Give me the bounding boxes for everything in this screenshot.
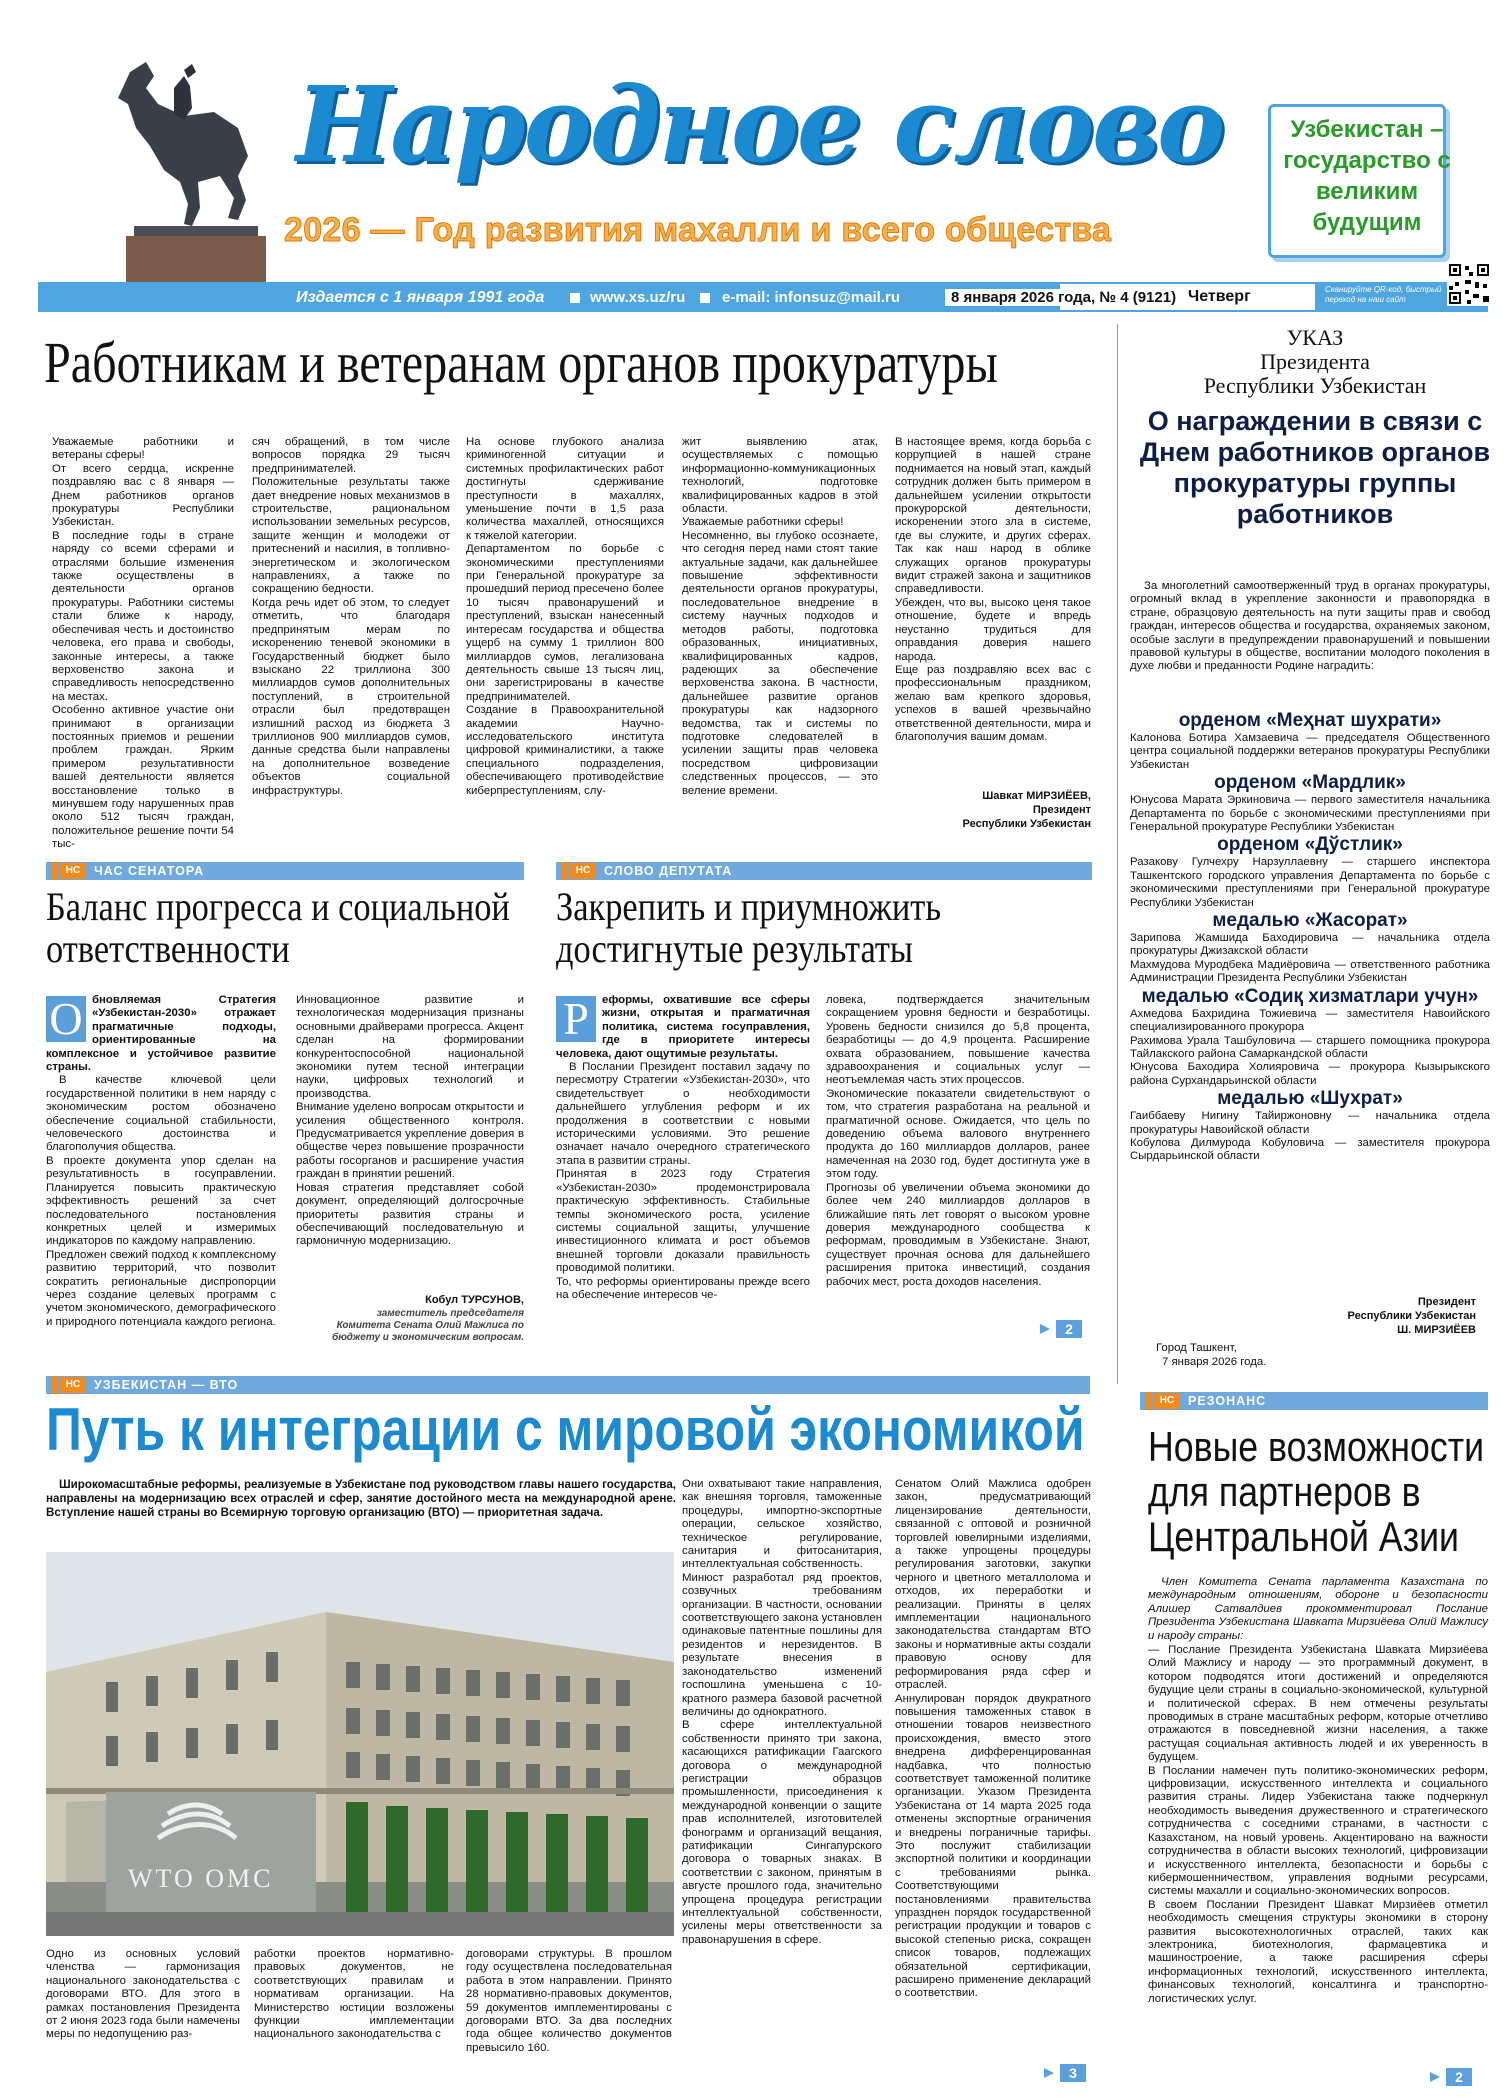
rubric-wto-label: УЗБЕКИСТАН — ВТО [94,1378,239,1392]
ns-badge: НС [60,863,86,879]
page-ref-arrow-icon [1044,2068,1054,2078]
wto-headline: Путь к интеграции с мировой экономикой [46,1396,1085,1463]
decree-intro: За многолетний самоотверженный труд в органах прокуратуры, огромный вклад в укрепление законности и правопорядка в стране, образцовую деятельность на пути защиты прав и свобод граждан, интересов общества и государства, охраняемых законом, особые заслуги в предупреждении правонарушений и повышении правовой культуры в обществе, воспитании молодого поколения в духе любви и преданности Родине наградить: [1130,580,1490,673]
deputy-lead: еформы, охватившие все сферы жизни, открытая и прагматичная политика, система госуправления, где в приоритете интересы человека, дают ощутимые результаты. [556,994,810,1060]
award-title: медалью «Шухрат» [1217,1088,1403,1110]
award-title: медалью «Содиқ хизматлари учун» [1141,985,1479,1007]
deputy-col-2: ловека, подтверждается значительным сокращением уровня бедности и безработицы. Уровень бедности снизился до 5,8 процента, безработицы — до 4,9 процента. Расширение охвата образованием, повышение качества здравоохранения и социальных услуг — неотъемлемая часть этих процессов. Экономические показатели свидетельствуют о том, что стратегия разработана на реальной и прагматичной основе. Ожидается, что цель по доведению объема валового внутреннего продукта до 160 миллиардов долларов, ранее намеченная на 2030 год, будет достигнута уже в этом году. Прогнозы об увеличении объема экономики до более чем 240 миллиардов долларов в ближайшие пять лет говорят о высоком уровне доверия международного сообщества к реформам, проводимым в Узбекистане. Знают, существует прочная основа для дальнейшего расширения притока инвестиций, создания рабочих мест, роста доходов населения. [826,994,1090,1288]
award-person: Разакову Гулчехру Нарзуллаевну — старшего инспектора Ташкентского городского управления Департамента по борьбе с экономическими преступлениями при Генеральной прокуратуре Республики Узбекистан [1130,856,1490,909]
decree-date: 7 января 2026 года. [1162,1356,1267,1368]
decree-kicker-2: Президента [1260,349,1370,374]
greeting-col-5: В настоящее время, когда борьба с коррупцией в нашей стране поднимается на новый этап, каждый сотрудник должен быть примером в дальнейшем усилении открытости прокурорской деятельности, искоренении этого зла в системе, где вы служите, и других сферах. Так как наш народ в облике служащих органов прокуратуры видит стражей закона и защитников справедливости. Убежден, что вы, высоко ценя такое отношение, будете и впредь неустанно трудиться для оправдания доверия нашего народа. Еще раз поздравляю всех вас с профессиональным праздником, желаю вам крепкого здоровья, успехов в вашей чрезвычайно ответственной деятельности, мира и благополучия вашим домам. [895,436,1091,743]
info-site[interactable]: www.xs.uz/ru [590,289,686,306]
award-title: медалью «Жасорат» [1212,910,1408,932]
slogan-box-text: Узбекистан – государство с великим будущим [1283,116,1451,236]
drop-cap: Р [556,996,596,1042]
decree-signature-title-2: Республики Узбекистан [1347,1310,1476,1322]
award-person: Кобулова Дилмурода Кобуловича — заместителя прокурора Сырдарьинской области [1130,1136,1490,1163]
senate-lead: бновляемая Стратегия «Узбекистан-2030» отражает прагматичные подходы, ориентированные на комплексное и устойчивое развитие страны. [46,994,276,1074]
senate-col-2: Инновационное развитие и технологическая модернизация признаны основными драйверами прогресса. Акцент сделан на формировании конкурентоспособной национальной экономики путем тесной интеграции науки, цифровых технологий и производства. Внимание уделено вопросам открытости и усиления общественного контроля. Предусматривается укрепление доверия в обществе через повышение прозрачности работы госорганов и расширение участия граждан в принятии решений. Новая стратегия представляет собой документ, определяющий долгосрочные приоритеты развития страны и обеспечивающий последовательную и гармоничную модернизацию. [296,994,524,1248]
award-title: орденом «Меҳнат шухрати» [1178,710,1442,731]
award-person: Махмудова Муродбека Мадиёровича — ответственного работника Администрации Президента Республики Узбекистан [1130,958,1490,985]
wto-col-3: Они охватывают такие направления, как внешняя торговля, таможенные процедуры, импортно-экспортные операции, сельское хозяйство, техническое регулирование, санитария и фитосанитария, интеллектуальная собственность. Минюст разработал ряд проектов, созвучных требованиям организации. В частности, основании соответствующего закона установлен одинаковые патентные пошлины для резидентов и нерезидентов. В результате внесения в законодательство изменений госпошлина уменьшена с 10-кратного размера базовой расчетной величины до однократного. В сфере интеллектуальной собственности принято три закона, касающихся ратификации Гаагского договора о международной регистрации образцов промышленности, присоединения к международной конвенции о защите прав исполнителей, изготовителей фонограмм и организаций вещания, ратификации Сингапурского договора о товарных знаках. В соответствии с законом, принятым в августе прошлого года, значительно упрощена процедура регистрации интеллектуальной собственности, усилены меры ответственности за правонарушения в сфере. [682,1478,882,1946]
wto-col-4: Сенатом Олий Мажлиса одобрен закон, предусматривающий лицензирование деятельности, связанной с оптовой и розничной торговлей ювелирными изделиями, а также упрощены процедуры регулирования заготовки, закупки черного и цветного металлолома и отходов, их переработки и реализации. Приняты в целях имплементации национального законодательства стандартам ВТО законы и нормативные акты создали правовую основу для реформирования ряда сфер и отраслей. Аннулирован порядок двукратного повышения таможенных ставок в отношении товаров неизвестного происхождения, вместо этого внедрена дифференцированная надбавка, что полностью соответствует таможенной политике организации. Указом Президента Узбекистана от 14 марта 2025 года отменены экспортные ограничения и внедрены пограничные тарифы. Это послужит стабилизации экспортной политики и координации с требованиями рынка. Соответствующими постановлениями правительства упразднен порядок государственной регистрации продукции и товаров с высокой степенью риска, сокращен список товаров, подлежащих обязательной сертификации, расширено применение деклараций о соответствии. [895,1478,1091,2000]
drop-cap: О [46,996,86,1042]
rubric-senate [46,862,524,880]
resonance-intro: Член Комитета Сената парламента Казахстана по международным отношениям, обороне и безопасности Алишер Сатвалдиев прокомментировал Послание Президента Узбекистана Шавката Мирзиёева Олий Мажлису и народу страны: [1148,1576,1488,1642]
weekday: Четверг [1188,288,1251,305]
page-ref-3[interactable]: 3 [1060,2064,1086,2082]
greeting-col-1: Уважаемые работники и ветераны сферы! От всего сердца, искренне поздравляю вас с 8 января — Днем работников органов прокуратуры Республики Узбекистан. В последние годы в стране наряду со всеми сферами и отраслями большие изменения также осуществлены в деятельности органов прокуратуры. Работники системы стали ближе к народу, обеспечивая честь и достоинство человека, его права и свободы, законные интересы, а также верховенство закона и справедливость непосредственно на местах. Особенно активное участие они принимают в организации постоянных приемов и решении проблем граждан. Ярким примером результативности вашей деятельности является восстановление только в минувшем году нарушенных прав около 512 тысяч граждан, положительное решение почти 54 тыс- [52,436,234,851]
wto-col-b1: Одно из основных условий членства — гармонизация национального законодательства с договорами ВТО. Для этого в рамках постановления Президента от 2 июня 2023 года были намечены меры по недопущению раз- [46,1948,240,2041]
page-ref-arrow-icon [1430,2072,1440,2082]
decree-headline: О награждении в связи с Днем работников органов прокуратуры группы работников [1139,406,1491,529]
greeting-col-3: На основе глубокого анализа криминогенной ситуации и системных профилактических работ достигнуты сдерживание преступности в махаллях, уменьшение почти в 1,5 раза количества махаллей, относящихся к тяжелой категории. Департаментом по борьбе с экономическими преступлениями при Генеральной прокуратуре за прошедший период пресечено более 10 тысяч правонарушений и преступлений, взыскан нанесенный интересам государства и общества ущерб на сумму 1 триллион 800 миллиардов сумов, легализована деятельность свыше 13 тысяч лиц, они зарегистрированы в качестве предпринимателей. Создание в Правоохранительной академии Научно-исследовательского института цифровой криминалистики, а также специального подразделения, обеспечивающего противодействие киберпреступлениям, слу- [466,436,664,797]
rubric-resonance [1140,1392,1488,1410]
decree-signature-title-1: Президент [1417,1296,1476,1308]
rubric-deputy [556,862,1092,880]
award-title: орденом «Дўстлик» [1217,834,1403,856]
rubric-resonance-label: РЕЗОНАНС [1188,1394,1267,1408]
bullet-icon [570,293,580,303]
award-title: орденом «Мардлик» [1214,772,1406,794]
ns-badge: НС [570,863,596,879]
page-ref-arrow-icon [1040,1324,1050,1334]
award-person: Ахмедова Бахридина Тожиевича — заместителя Навоийского специализированного прокурора [1130,1007,1490,1034]
year-slogan: 2026 — Год развития махалли и всего общества [284,211,1112,249]
rubric-senate-label: ЧАС СЕНАТОРА [94,864,205,878]
senate-col-1 [46,994,276,1334]
greeting-signature-title: Президент [1032,804,1091,816]
rubric-wto [46,1376,1090,1394]
senate-signature-name: Кобул ТУРСУНОВ, [425,1294,524,1306]
decree-awards [1130,710,1490,1285]
rubric-deputy-label: СЛОВО ДЕПУТАТА [604,864,733,878]
bullet-icon [700,293,710,303]
ns-badge: НС [60,1377,86,1393]
senate-headline: Баланс прогресса и социальной ответственности [46,884,510,971]
award-person: Юнусова Баходира Холияровича — прокурора Кызырыкского района Сурхандарьинской области [1130,1061,1490,1087]
masthead [0,0,1512,318]
issue-date: 8 января 2026 года, № 4 (9121) [945,289,1182,306]
greeting-signature-country: Республики Узбекистан [962,818,1091,830]
wto-col-b2: работки проектов нормативно-правовых документов, не соответствующих правилам и нормативам организации. На Министерство юстиции возложены функции имплементации национального законодательства с [254,1948,454,2041]
decree-kicker-3: Республики Узбекистан [1203,373,1427,398]
senate-signature-role: заместитель председателя Комитета Сената Олий Мажлиса по бюджету и экономическим вопросам. [332,1308,524,1343]
qr-code-icon[interactable] [1447,262,1491,306]
resonance-body: — Послание Президента Узбекистана Шавката Мирзиёева Олий Мажлису и народу — это программный документ, в котором подводятся итоги достижений и определяются будущие цели страны в социально-экономической, культурной и политической сферах. В нем отмечены результаты проводимых в стране масштабных реформ, которые отчетливо отражаются в повседневной жизни населения, а также растущая социальная активность людей и их уверенность в будущем. В Послании намечен путь политико-экономических реформ, цифровизации, искусственного интеллекта и социального развития страны. Лидер Узбекистана также подчеркнул необходимость выведения дружественного и стратегического сотрудничества с соседними странами, в частности с Казахстаном, на новый уровень. Акцентировано на важности сотрудничества в области высоких технологий, цифровизации и искусственного интеллекта, безопасности и борьбы с кибермошенничеством, управления водными ресурсами, системы махалли и социально-экономических вопросов. В своем Послании Президент Шавкат Мирзиёев отметил необходимость смещения структуры экономики в сторону развития высокотехнологичных отраслей, таких как электроника, биотехнология, фармацевтика и машиностроение, а также расширения сферы информационных технологий, искусственного интеллекта, финансовых технологий, консалтинга и транспортно-логистических услуг. [1148,1644,1488,2005]
deputy-headline: Закрепить и приумножить достигнутые результаты [556,884,942,971]
award-person: Калонова Ботира Хамзаевича — председателя Общественного центра социальной поддержки ветеранов прокуратуры Республики Узбекистан [1130,732,1490,771]
wto-lead: Широкомасштабные реформы, реализуемые в Узбекистане под руководством главы нашего государства, направлены на модернизацию всех отраслей и сфер, занятие достойного места на международной арене. Вступление нашей страны во Всемирную торговую организацию (ВТО) — приоритетная задача. [46,1478,676,1519]
greeting-signature-name: Шавкат МИРЗИЁЕВ, [982,790,1091,802]
resonance-headline: Новые возможности для партнеров в Центральной Азии [1148,1423,1485,1560]
info-email[interactable]: e-mail: infonsuz@mail.ru [722,289,900,306]
page-ref-2[interactable]: 2 [1056,1320,1082,1338]
equestrian-statue-photo [88,58,288,303]
wto-photo-sign: WTO OMC [128,1864,274,1893]
wto-col-b3: договорами структуры. В прошлом году осуществлена последовательная работа в этом направлении. Принято 28 нормативно-правовых документов, 59 документов имплементированы с договорами ВТО. За два последних года общее количество документов превысило 160. [466,1948,672,2054]
column-divider [1117,324,1118,1384]
ns-badge: НС [1154,1393,1180,1409]
greeting-col-4: жит выявлению атак, осуществляемых с помощью информационно-коммуникационных технологий, подготовке квалифицированных кадров в этой области. Уважаемые работники сферы! Несомненно, вы глубоко осознаете, что сегодня перед нами стоят такие актуальные задачи, как дальнейшее повышение эффективности деятельности органов прокуратуры, последовательное внедрение в систему научных подходов и методов работы, подготовка образованных, инициативных, квалифицированных кадров, радеющих за обеспечение верховенства закона. В частности, дальнейшее развитие органов прокуратуры как надзорного ведомства, так и системы по подготовке следователей в усилении защиты прав человека посредством цифровизации следственных процессов, — это веление времени. [682,436,878,797]
qr-caption: Сканируйте QR-код, быстрый переход на наш сайт [1325,285,1442,304]
senate-col-1-text: В качестве ключевой цели государственной политики в нем наряду с экономическим ростом обозначено обеспечение социальной стабильности, человеческого достоинства и благополучия общества. В проекте документа упор сделан на результативность в госуправлении. Планируется повысить практическую эффективность решений за счет последовательного постановления конкретных целей и измеримых индикаторов по каждому направлению. Предложен свежий подход к комплексному развитию территорий, что позволит сократить региональные диспропорции через создание целевых программ с учетом экономического, демографического и природного потенциала каждого региона. [46,1074,276,1328]
decree-place: Город Ташкент, [1156,1342,1237,1354]
award-person: Зарипова Жамшида Баходировича — начальника отдела прокуратуры Джизакской области [1130,932,1490,958]
award-person: Рахимова Урала Ташбуловича — старшего помощника прокурора Тайлакского района Самаркандской области [1130,1034,1490,1060]
award-person: Юнусова Марата Эркиновича — первого заместителя начальника Департамента по борьбе с экономическими преступлениями при Генеральной прокуратуре Республики Узбекистан [1130,794,1490,834]
award-person: Гаиббаеву Нигину Тайиржоновну — начальника отдела прокуратуры Навоийской области [1130,1110,1490,1136]
decree-signature-name: Ш. МИРЗИЁЕВ [1397,1324,1476,1336]
newspaper-title: Народное слово [296,63,1224,186]
greeting-col-2: сяч обращений, в том числе вопросов порядка 29 тысяч предпринимателей. Положительные результаты также дает внедрение новых механизмов в строительстве, рациональном использовании земельных ресурсов, защите женщин и молодежи от притеснений и насилия, в топливно-энергетическом и экологическом направлениях, а также по сокращению бедности. Когда речь идет об этом, то следует отметить, что благодаря предпринятым мерам по искоренению теневой экономики в Государственный бюджет было взыскано 22 триллиона 300 миллиардов сумов дополнительных поступлений, в строительной отрасли был предотвращен излишний расход из бюджета 3 триллионов 900 миллиардов сумов, данные средства были направлены на дополнительное возведение объектов социальной инфраструктуры. [252,436,450,797]
decree-kicker-1: УКАЗ [1286,325,1344,350]
page-ref-2-resonance[interactable]: 2 [1446,2068,1472,2086]
deputy-col-1 [556,994,810,1350]
deputy-col-1-text: В Послании Президент поставил задачу по пересмотру Стратегии «Узбекистан-2030», что свидетельствует о необходимости дальнейшего углубления реформ и их продолжения в соответствии с новыми историческими условиями. Это решение означает начало очередного стратегического этапа в развитии страны. Принятая в 2023 году Стратегия «Узбекистан-2030» продемонстрировала практическую эффективность. Стабильные темпы экономического роста, усиление системы социальной защиты, улучшение инвестиционного климата и рост объемов внешней торговли доказали правильность проводимой политики. То, что реформы ориентированы прежде всего на обеспечение интересов че- [556,1061,810,1301]
greeting-headline: Работникам и ветеранам органов прокуратуры [44,330,998,395]
info-since: Издается с 1 января 1991 года [296,289,545,306]
